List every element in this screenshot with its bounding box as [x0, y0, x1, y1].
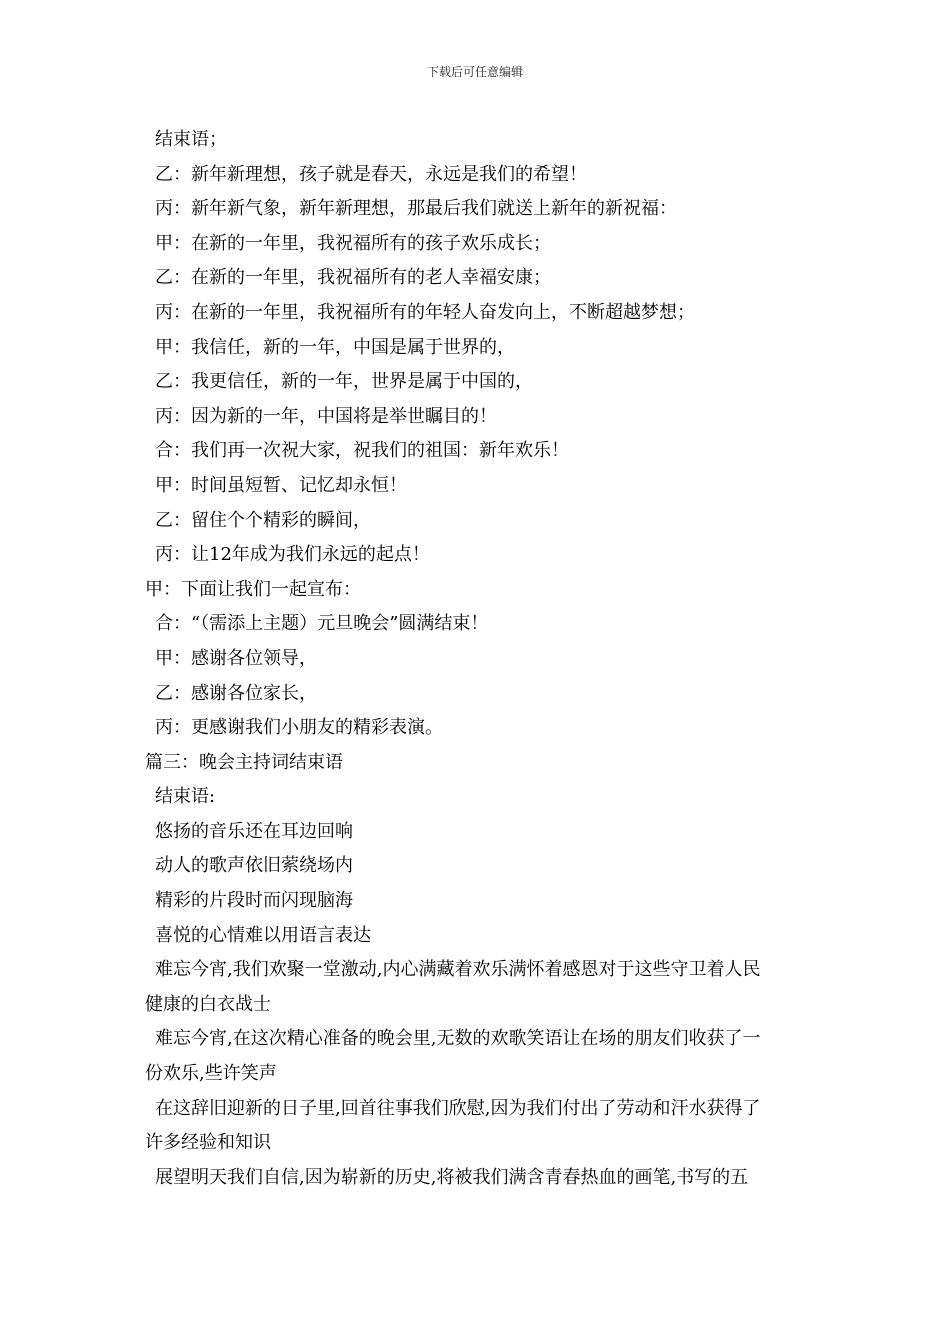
text-line: 合：我们再一次祝大家，祝我们的祖国：新年欢乐！ [155, 440, 569, 462]
text-line: 甲：在新的一年里，我祝福所有的孩子欢乐成长； [155, 232, 551, 254]
text-line: 份欢乐,些许笑声 [145, 1063, 277, 1085]
text-line: 悠扬的音乐还在耳边回响 [155, 820, 353, 842]
text-line: 丙：更感谢我们小朋友的精彩表演。 [155, 717, 443, 739]
text-line: 甲：我信任，新的一年，中国是属于世界的， [155, 336, 515, 358]
text-line: 许多经验和知识 [145, 1132, 271, 1154]
text-line: 喜悦的心情难以用语言表达 [155, 924, 371, 946]
document-body [145, 123, 810, 1195]
text-line: 难忘今宵,在这次精心准备的晚会里,无数的欢歌笑语让在场的朋友们收获了一 [155, 1028, 761, 1050]
text-line: 精彩的片段时而闪现脑海 [155, 890, 353, 912]
text-line: 难忘今宵,我们欢聚一堂激动,内心满藏着欢乐满怀着感恩对于这些守卫着人民 [155, 959, 761, 981]
text-line: 篇三：晚会主持词结束语 [145, 751, 343, 773]
text-line: 乙：我更信任，新的一年，世界是属于中国的， [155, 371, 533, 393]
text-line: 丙：新年新气象，新年新理想，那最后我们就送上新年的新祝福： [155, 198, 677, 220]
text-line: 健康的白衣战士 [145, 993, 271, 1015]
text-line: 甲：感谢各位领导， [155, 647, 317, 669]
page-header-note: 下载后可任意编辑 [426, 65, 523, 79]
text-line: 丙：因为新的一年，中国将是举世瞩目的！ [155, 405, 497, 427]
text-line: 合：“（需添上主题）元旦晚会”圆满结束！ [155, 613, 489, 635]
text-line: 乙：感谢各位家长， [155, 682, 317, 704]
text-line: 乙：新年新理想，孩子就是春天，永远是我们的希望！ [155, 163, 587, 185]
text-line: 在这辞旧迎新的日子里,回首往事我们欣慰,因为我们付出了劳动和汗水获得了 [155, 1097, 761, 1119]
text-line: 乙：留住个个精彩的瞬间， [155, 509, 371, 531]
text-line: 乙：在新的一年里，我祝福所有的老人幸福安康； [155, 267, 551, 289]
text-line: 结束语: [155, 786, 216, 808]
text-line: 展望明天我们自信,因为崭新的历史,将被我们满含青春热血的画笔,书写的五 [155, 1166, 749, 1188]
text-line: 结束语； [155, 129, 227, 150]
text-line: 丙：在新的一年里，我祝福所有的年轻人奋发向上，不断超越梦想； [155, 301, 695, 323]
text-line: 甲：时间虽短暂、记忆却永恒！ [155, 474, 407, 496]
text-line: 甲：下面让我们一起宣布： [145, 578, 361, 600]
text-line: 丙：让12年成为我们永远的起点！ [155, 544, 430, 566]
text-line: 动人的歌声依旧萦绕场内 [155, 855, 353, 877]
